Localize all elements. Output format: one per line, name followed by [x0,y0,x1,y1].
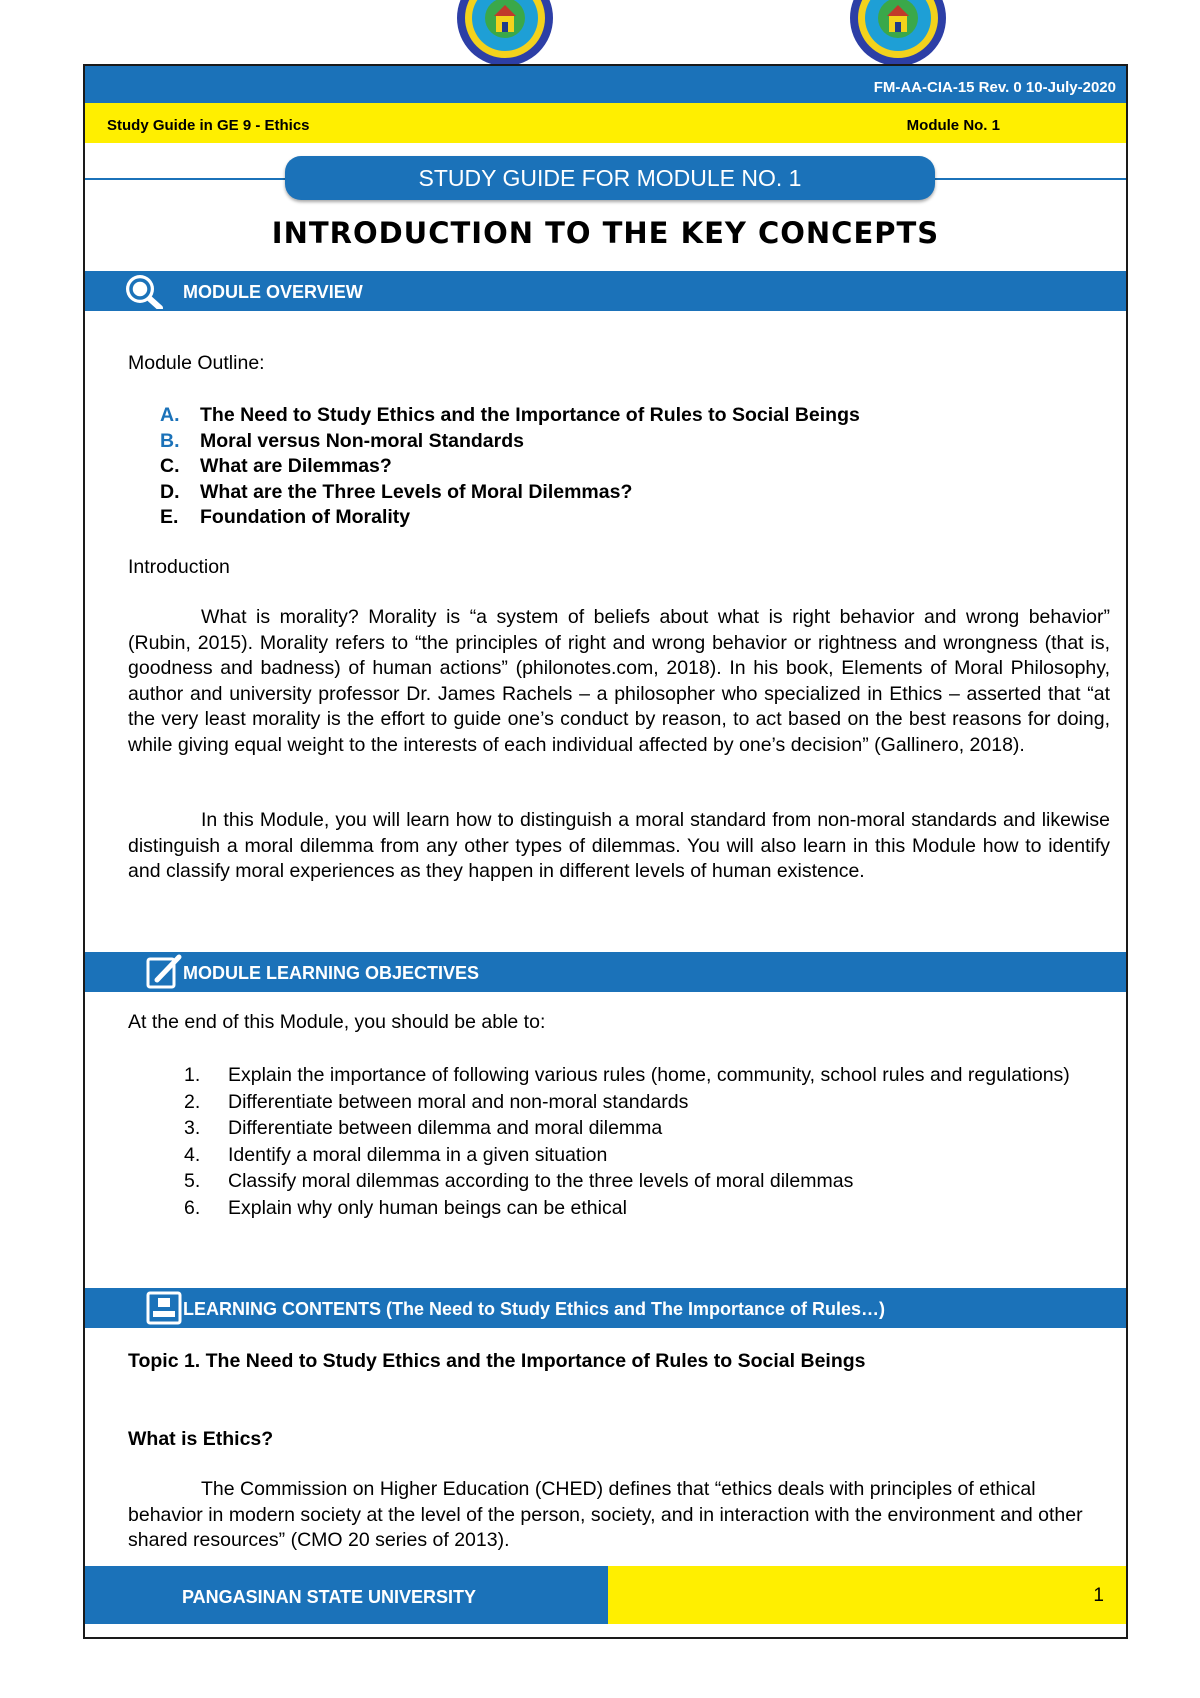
module-outline [160,403,860,531]
topic-heading: Topic 1. The Need to Study Ethics and the Importance of Rules to Social Beings [128,1350,866,1372]
outline-item: B. Moral versus Non-moral Standards [160,429,524,452]
university-seal-left [456,0,554,66]
objective-item: 5. Classify moral dilemmas according to the three levels of moral dilemmas [184,1170,854,1192]
objective-item: 3. Differentiate between dilemma and moral dilemma [184,1117,663,1139]
learning-contents-header [85,1288,1126,1328]
outline-label: Module Outline: [128,352,265,374]
guide-label: Study Guide in GE 9 - Ethics [107,117,310,134]
objectives-lead: At the end of this Module, you should be able to: [128,1011,546,1033]
what-is-ethics-heading: What is Ethics? [128,1428,274,1450]
form-code-bar [85,66,1126,103]
outline-item: C. What are Dilemmas? [160,455,392,477]
introduction-label: Introduction [128,556,230,578]
footer-university-bar [85,1566,608,1624]
form-code: FM-AA-CIA-15 Rev. 0 10-July-2020 [873,79,1116,96]
module-overview-title: MODULE OVERVIEW [183,282,363,302]
objective-item: 1. Explain the importance of following various rules (home, community, school rules and regulations) [184,1064,1070,1086]
university-seal-right [849,0,947,66]
module-label: Module No. 1 [906,117,1000,134]
ethics-definition-paragraph: The Commission on Higher Education (CHED) defines that “ethics deals with principles of ethical behavior in modern society at the level of the person, society, and in interaction with the environment and other shared resources” (CMO 20 series of 2013). [128,1478,1083,1551]
introduction-paragraph-1: What is morality? Morality is “a system of beliefs about what is right behavior and wrong behavior” (Rubin, 2015). Morality refers to “the principles of right and wrong behavior or rightness and wrongness (that is, goodness and badness) of human actions” (philonotes.com, 2018). In his book, Elements of Moral Philosophy, author and university professor Dr. James Rachels – a philosopher who specialized in Ethics – asserted that “at the very least morality is the effort to guide one’s conduct by reason, to act based on the best reasons for doing, while giving equal weight to the interests of each individual affected by one’s decision” (Gallinero, 2018). [128,606,1110,756]
introduction-paragraph-2: In this Module, you will learn how to distinguish a moral standard from non-moral standards and likewise distinguish a moral dilemma from any other types of dilemmas. You will also learn in this Module how to identify and classify moral experiences as they happen in different levels of human existence. [128,809,1110,882]
learning-objectives-title: MODULE LEARNING OBJECTIVES [183,963,480,983]
page-title: INTRODUCTION TO THE KEY CONCEPTS [271,216,940,250]
outline-item: D. What are the Three Levels of Moral Dilemmas? [160,480,633,503]
module-overview-header [85,271,1126,311]
pencil-note-icon [145,954,185,990]
magnifier-icon [123,273,163,309]
guide-info-bar [85,103,1126,143]
learning-objectives-header [85,952,1126,992]
objective-item: 6. Explain why only human beings can be ethical [184,1196,627,1219]
objectives-list [184,1062,1084,1221]
page-number: 1 [1093,1585,1104,1606]
book-icon [145,1290,185,1326]
objective-item: 2. Differentiate between moral and non-moral standards [184,1090,689,1113]
university-name: PANGASINAN STATE UNIVERSITY [182,1587,477,1607]
objective-item: 4. Identify a moral dilemma in a given situation [184,1143,608,1166]
outline-item: E. Foundation of Morality [160,506,411,528]
outline-item: A. The Need to Study Ethics and the Importance of Rules to Social Beings [160,404,860,426]
module-banner: STUDY GUIDE FOR MODULE NO. 1 [285,156,935,200]
footer-page-bar [608,1566,1126,1624]
learning-contents-title: LEARNING CONTENTS (The Need to Study Ethics and The Importance of Rules…) [183,1299,886,1319]
